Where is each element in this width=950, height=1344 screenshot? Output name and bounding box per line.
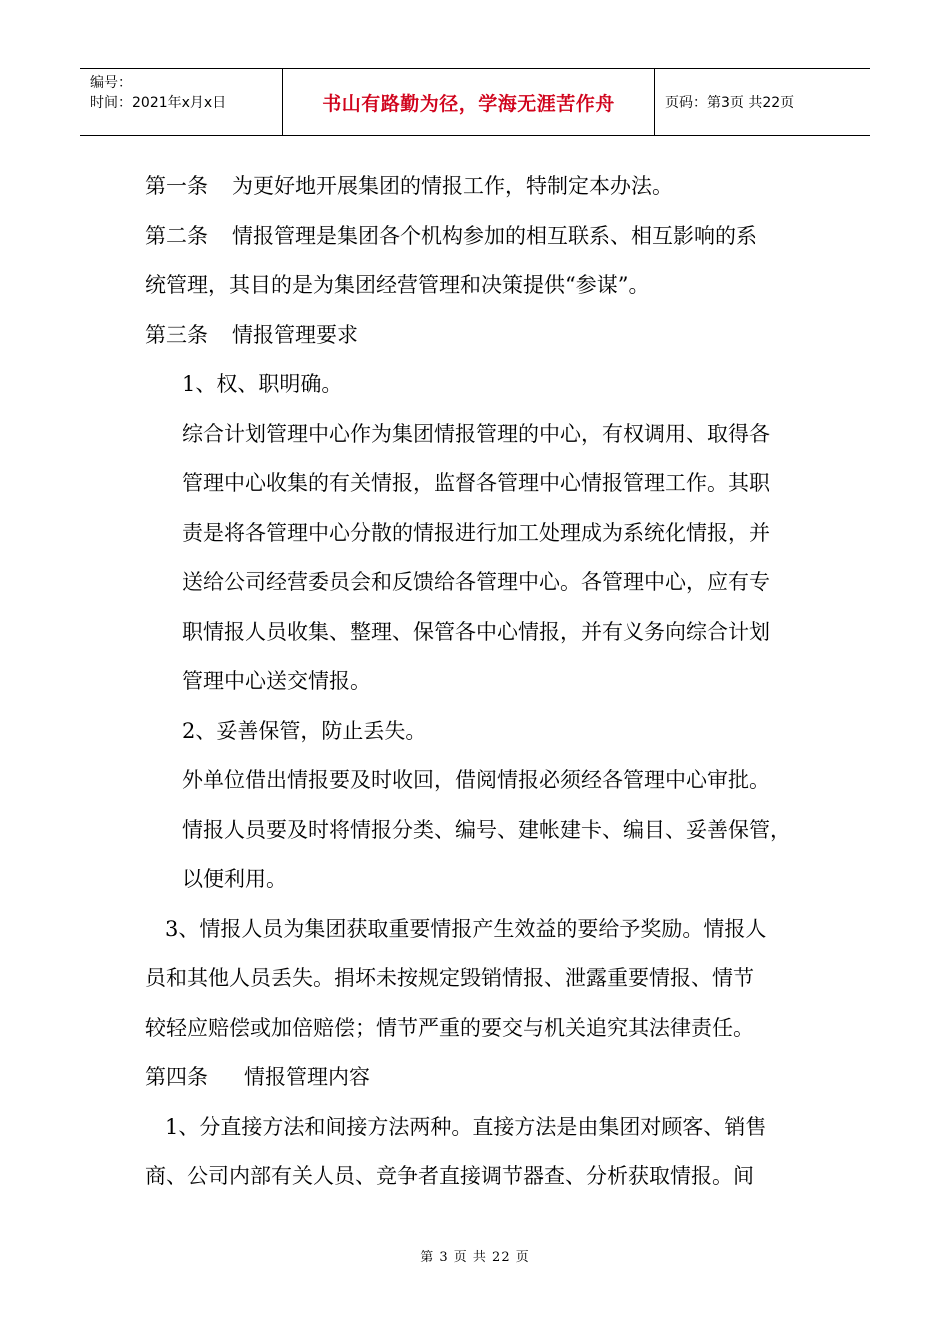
document-header bbox=[80, 68, 870, 136]
paragraph-line bbox=[145, 315, 825, 365]
paragraph-line: 统管理，其目的是为集团经营管理和决策提供“参谋”。 bbox=[145, 273, 650, 297]
paragraph-line: 情报人员要及时将情报分类、编号、建帐建卡、编目、妥善保管， bbox=[182, 817, 791, 842]
paragraph-line: 外单位借出情报要及时收回，借阅情报必须经各管理中心审批。 bbox=[182, 768, 770, 792]
page-footer: 第 3 页 共 22 页 bbox=[420, 1250, 530, 1265]
header-meta bbox=[80, 69, 283, 135]
paragraph-line bbox=[145, 166, 825, 216]
paragraph-line: 送给公司经营委员会和反馈给各管理中心。各管理中心，应有专 bbox=[182, 570, 770, 594]
header-page-info: 页码：第3页 共22页 bbox=[665, 95, 795, 111]
paragraph-line: 职情报人员收集、整理、保管各中心情报，并有义务向综合计划 bbox=[182, 619, 770, 644]
article-label: 第二条 bbox=[145, 223, 208, 248]
paragraph-line: 责是将各管理中心分散的情报进行加工处理成为系统化情报，并 bbox=[182, 520, 770, 545]
header-motto: 书山有路勤为径，学海无涯苦作舟 bbox=[283, 69, 655, 135]
article-label: 第一条 bbox=[145, 174, 208, 198]
paragraph-line: 综合计划管理中心作为集团情报管理的中心，有权调用、取得各 bbox=[182, 421, 770, 446]
paragraph-line bbox=[145, 216, 825, 266]
paragraph-line: 3、情报人员为集团获取重要情报产生效益的要给予奖励。情报人 bbox=[165, 916, 767, 941]
paragraph-line bbox=[145, 1057, 825, 1107]
number-label: 编号： bbox=[90, 75, 132, 91]
paragraph-line: 管理中心送交情报。 bbox=[182, 669, 371, 693]
article-text: 情报管理是集团各个机构参加的相互联系、相互影响的系 bbox=[232, 223, 757, 248]
article-text: 情报管理要求 bbox=[232, 322, 358, 347]
paragraph-line: 商、公司内部有关人员、竞争者直接调节器查、分析获取情报。间 bbox=[145, 1164, 754, 1188]
time-label: 时间：2021年x月x日 bbox=[90, 95, 227, 111]
article-label: 第四条 bbox=[145, 1065, 208, 1089]
paragraph-line: 1、权、职明确。 bbox=[182, 372, 343, 396]
paragraph-line: 1、分直接方法和间接方法两种。直接方法是由集团对顾客、销售 bbox=[165, 1114, 767, 1139]
paragraph-line: 以便利用。 bbox=[182, 867, 287, 891]
article-label: 第三条 bbox=[145, 322, 208, 347]
article-text: 情报管理内容 bbox=[244, 1065, 370, 1089]
paragraph-line: 管理中心收集的有关情报，监督各管理中心情报管理工作。其职 bbox=[182, 471, 770, 495]
paragraph-line: 较轻应赔偿或加倍赔偿；情节严重的要交与机关追究其法律责任。 bbox=[145, 1015, 754, 1040]
paragraph-line: 2、妥善保管，防止丢失。 bbox=[182, 718, 427, 743]
document-body bbox=[145, 166, 825, 1206]
paragraph-line: 员和其他人员丢失。捐坏未按规定毁销情报、泄露重要情报、情节 bbox=[145, 966, 754, 990]
article-text: 为更好地开展集团的情报工作，特制定本办法。 bbox=[232, 174, 673, 198]
